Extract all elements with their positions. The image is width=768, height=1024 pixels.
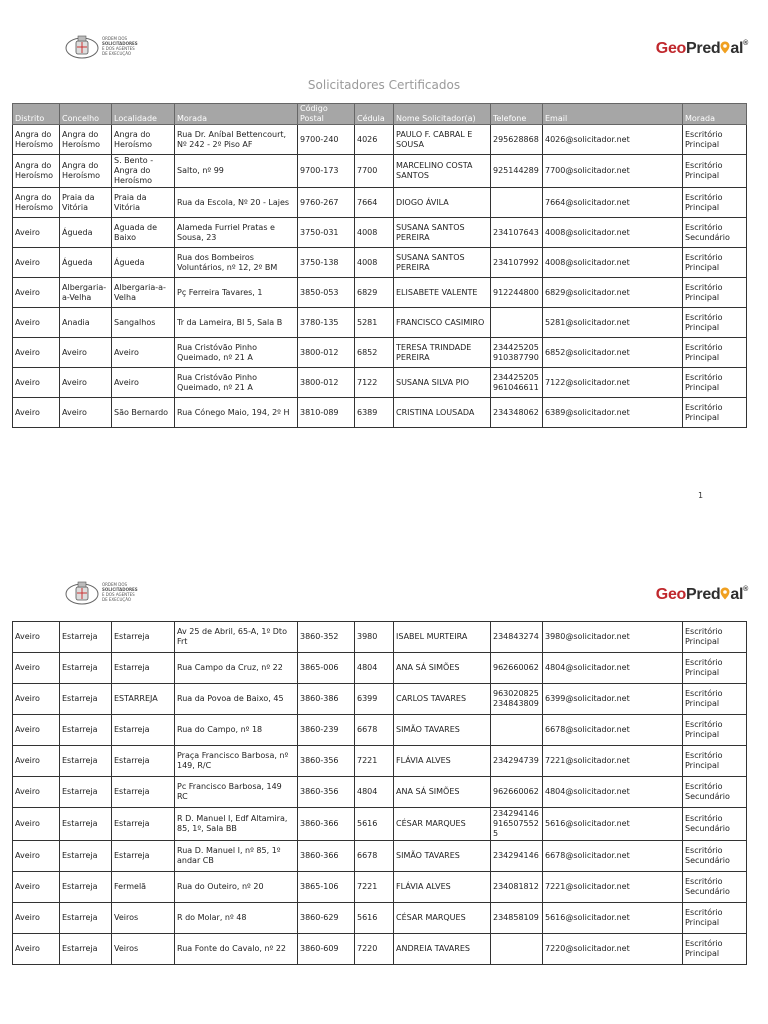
table-cell: 3860-609 — [298, 934, 355, 965]
table-cell: 3860-352 — [298, 622, 355, 653]
table-cell: 234107992 — [491, 248, 543, 278]
solicitors-table-page-2 — [12, 621, 747, 965]
table-cell: Aveiro — [13, 368, 60, 398]
table-cell: 7221@solicitador.net — [543, 872, 683, 903]
table-cell: 234081812 — [491, 872, 543, 903]
table-cell: 7221@solicitador.net — [543, 746, 683, 777]
table-cell: Aveiro — [13, 903, 60, 934]
table-cell: Rua da Povoa de Baixo, 45 — [175, 684, 298, 715]
table-cell: MARCELINO COSTA SANTOS — [394, 155, 491, 188]
table-cell: 6678@solicitador.net — [543, 715, 683, 746]
table-cell: Aveiro — [13, 622, 60, 653]
table-cell: R D. Manuel I, Edf Altamira, 85, 1º, Sala BB — [175, 808, 298, 841]
column-header: Concelho — [60, 104, 112, 125]
page-title: Solicitadores Certificados — [307, 78, 461, 92]
table-cell: Rua do Outeiro, nº 20 — [175, 872, 298, 903]
table-cell: Rua Cónego Maio, 194, 2º H — [175, 398, 298, 428]
table-cell: Escritório Secundário — [683, 841, 747, 872]
table-cell: Escritório Principal — [683, 684, 747, 715]
column-header: Localidade — [112, 104, 175, 125]
column-header: Distrito — [13, 104, 60, 125]
table-cell: Estarreja — [112, 746, 175, 777]
table-row — [13, 308, 747, 338]
table-cell: Praça Francisco Barbosa, nº 149, R/C — [175, 746, 298, 777]
table-cell: 5616 — [355, 808, 394, 841]
table-cell: Estarreja — [60, 934, 112, 965]
table-row — [13, 338, 747, 368]
geopredial-logo: GeoPred al® — [655, 586, 748, 603]
table-cell: 234858109 — [491, 903, 543, 934]
table-cell: ELISABETE VALENTE — [394, 278, 491, 308]
table-cell: 7122@solicitador.net — [543, 368, 683, 398]
table-row — [13, 653, 747, 684]
table-row — [13, 218, 747, 248]
table-row — [13, 155, 747, 188]
table-cell: ANA SÁ SIMÕES — [394, 653, 491, 684]
table-cell: Escritório Principal — [683, 903, 747, 934]
table-cell: 3860-366 — [298, 808, 355, 841]
table-cell: Estarreja — [112, 653, 175, 684]
table-cell: ESTARREJA — [112, 684, 175, 715]
table-cell: Estarreja — [60, 872, 112, 903]
table-cell: 5616@solicitador.net — [543, 808, 683, 841]
table-cell: 4026@solicitador.net — [543, 125, 683, 155]
table-cell: Aveiro — [13, 808, 60, 841]
table-cell: FRANCISCO CASIMIRO — [394, 308, 491, 338]
table-cell: 7664@solicitador.net — [543, 188, 683, 218]
table-cell: Estarreja — [60, 841, 112, 872]
table-cell: 6678 — [355, 715, 394, 746]
table-cell: 3860-356 — [298, 777, 355, 808]
table-cell: Angra do Heroísmo — [13, 188, 60, 218]
table-cell: Fermelã — [112, 872, 175, 903]
table-cell: Estarreja — [60, 684, 112, 715]
table-cell: 6389@solicitador.net — [543, 398, 683, 428]
table-cell: Aveiro — [13, 684, 60, 715]
table-cell: 3850-053 — [298, 278, 355, 308]
table-cell: Aveiro — [13, 746, 60, 777]
table-cell: 7122 — [355, 368, 394, 398]
page-number: 1 — [698, 491, 704, 500]
table-cell: 4008 — [355, 248, 394, 278]
table-row — [13, 872, 747, 903]
table-cell: Angra do Heroísmo — [112, 125, 175, 155]
table-cell: 3980@solicitador.net — [543, 622, 683, 653]
table-cell — [491, 715, 543, 746]
table-cell: 9700-173 — [298, 155, 355, 188]
table-cell: DIOGO ÁVILA — [394, 188, 491, 218]
column-header: Email — [543, 104, 683, 125]
table-cell: Aveiro — [13, 278, 60, 308]
table-cell: ANDREIA TAVARES — [394, 934, 491, 965]
table-cell: Escritório Principal — [683, 155, 747, 188]
table-cell: Rua Cristóvão Pinho Queimado, nº 21 A — [175, 338, 298, 368]
table-cell: Estarreja — [60, 653, 112, 684]
table-cell: Angra do Heroísmo — [13, 155, 60, 188]
table-cell — [491, 188, 543, 218]
page-header — [0, 574, 768, 614]
table-cell: Aveiro — [13, 248, 60, 278]
table-cell: Escritório Principal — [683, 653, 747, 684]
table-cell: 6399 — [355, 684, 394, 715]
table-cell: 3750-138 — [298, 248, 355, 278]
table-cell — [491, 308, 543, 338]
table-cell: 3980 — [355, 622, 394, 653]
table-cell: Águeda — [60, 218, 112, 248]
table-cell: Aveiro — [13, 872, 60, 903]
table-cell: Rua do Campo, nº 18 — [175, 715, 298, 746]
table-cell: 6829@solicitador.net — [543, 278, 683, 308]
column-header: Código Postal — [298, 104, 355, 125]
solicitors-table-page-1 — [12, 103, 747, 428]
location-pin-icon — [720, 587, 730, 600]
table-cell: 7664 — [355, 188, 394, 218]
table-cell: Escritório Secundário — [683, 872, 747, 903]
table-cell: Escritório Principal — [683, 715, 747, 746]
table-cell: Aveiro — [13, 398, 60, 428]
table-cell: Escritório Principal — [683, 338, 747, 368]
table-cell: Escritório Principal — [683, 934, 747, 965]
table-cell: 7700 — [355, 155, 394, 188]
table-row — [13, 125, 747, 155]
table-cell: Veiros — [112, 934, 175, 965]
table-cell: Rua Fonte do Cavalo, nº 22 — [175, 934, 298, 965]
table-cell: 3780-135 — [298, 308, 355, 338]
table-cell: 3800-012 — [298, 368, 355, 398]
table-cell: 5281@solicitador.net — [543, 308, 683, 338]
table-cell: Praia da Vitória — [60, 188, 112, 218]
table-cell: 9700-240 — [298, 125, 355, 155]
table-cell: Veiros — [112, 903, 175, 934]
table-cell — [491, 934, 543, 965]
table-body — [13, 622, 747, 965]
table-cell: São Bernardo — [112, 398, 175, 428]
table-cell: Estarreja — [112, 777, 175, 808]
table-cell: 4804 — [355, 653, 394, 684]
table-cell: 3860-239 — [298, 715, 355, 746]
table-cell: Escritório Principal — [683, 622, 747, 653]
table-cell: 925144289 — [491, 155, 543, 188]
table-cell: 234425205 961046611 — [491, 368, 543, 398]
table-cell: 912244800 — [491, 278, 543, 308]
table-cell: Escritório Principal — [683, 308, 747, 338]
table-cell: 7221 — [355, 872, 394, 903]
table-cell: Aveiro — [13, 715, 60, 746]
table-row — [13, 715, 747, 746]
table-cell: 6678@solicitador.net — [543, 841, 683, 872]
table-cell: 234294146 — [491, 841, 543, 872]
table-row — [13, 746, 747, 777]
table-cell: Escritório Principal — [683, 248, 747, 278]
table-cell: Escritório Secundário — [683, 218, 747, 248]
table-cell: Rua Campo da Cruz, nº 22 — [175, 653, 298, 684]
table-cell: 3865-006 — [298, 653, 355, 684]
table-cell: Salto, nº 99 — [175, 155, 298, 188]
table-cell: Aveiro — [60, 398, 112, 428]
table-cell: 3810-089 — [298, 398, 355, 428]
order-name: ORDEM DOS SOLICITADORES E DOS AGENTES DE EXECUÇÃO — [102, 36, 138, 56]
table-cell: Alameda Furriel Pratas e Sousa, 23 — [175, 218, 298, 248]
table-cell: R do Molar, nº 48 — [175, 903, 298, 934]
table-cell: Estarreja — [112, 622, 175, 653]
table-cell: 962660062 — [491, 777, 543, 808]
table-row — [13, 777, 747, 808]
table-cell: 4804@solicitador.net — [543, 653, 683, 684]
table-cell: 295628868 — [491, 125, 543, 155]
table-cell: Angra do Heroísmo — [60, 125, 112, 155]
table-cell: Av 25 de Abril, 65-A, 1º Dto Frt — [175, 622, 298, 653]
table-cell: FLÁVIA ALVES — [394, 872, 491, 903]
table-cell: Estarreja — [60, 746, 112, 777]
table-cell: Aveiro — [13, 841, 60, 872]
table-cell: 234294146 916507552 5 — [491, 808, 543, 841]
table-cell: 9760-267 — [298, 188, 355, 218]
table-cell: 6829 — [355, 278, 394, 308]
table-cell: Rua Cristóvão Pinho Queimado, nº 21 A — [175, 368, 298, 398]
order-name: ORDEM DOS SOLICITADORES E DOS AGENTES DE EXECUÇÃO — [102, 582, 138, 602]
table-cell: PAULO F. CABRAL E SOUSA — [394, 125, 491, 155]
table-cell: ANA SÁ SIMÕES — [394, 777, 491, 808]
table-row — [13, 622, 747, 653]
table-cell: Escritório Principal — [683, 746, 747, 777]
table-cell: Anadia — [60, 308, 112, 338]
table-row — [13, 248, 747, 278]
table-cell: Águeda — [112, 248, 175, 278]
table-cell: Aveiro — [112, 368, 175, 398]
table-row — [13, 398, 747, 428]
table-cell: S. Bento - Angra do Heroísmo — [112, 155, 175, 188]
table-cell: Albergaria-a-Velha — [112, 278, 175, 308]
table-cell: 4008@solicitador.net — [543, 248, 683, 278]
table-header-row — [13, 104, 747, 125]
table-body — [13, 125, 747, 428]
table-cell: Pç Ferreira Tavares, 1 — [175, 278, 298, 308]
table-cell: Escritório Principal — [683, 368, 747, 398]
table-row — [13, 934, 747, 965]
table-cell: Estarreja — [60, 622, 112, 653]
table-cell: Rua da Escola, Nº 20 - Lajes — [175, 188, 298, 218]
table-cell: Pc Francisco Barbosa, 149 RC — [175, 777, 298, 808]
table-cell: SUSANA SILVA PIO — [394, 368, 491, 398]
table-cell: 6389 — [355, 398, 394, 428]
table-cell: Escritório Principal — [683, 398, 747, 428]
table-cell: 7220 — [355, 934, 394, 965]
table-cell: Aveiro — [60, 368, 112, 398]
table-cell: 3860-629 — [298, 903, 355, 934]
table-cell: Angra do Heroísmo — [13, 125, 60, 155]
table-cell: 234348062 — [491, 398, 543, 428]
table-cell: 3860-356 — [298, 746, 355, 777]
page-header — [0, 28, 768, 68]
table-cell: 4804 — [355, 777, 394, 808]
table-cell: Angra do Heroísmo — [60, 155, 112, 188]
table-cell: Aguada de Baixo — [112, 218, 175, 248]
table-cell: FLÁVIA ALVES — [394, 746, 491, 777]
table-cell: Estarreja — [112, 808, 175, 841]
table-cell: Estarreja — [60, 715, 112, 746]
table-cell: ISABEL MURTEIRA — [394, 622, 491, 653]
table-cell: SIMÃO TAVARES — [394, 841, 491, 872]
table-cell: Estarreja — [112, 715, 175, 746]
table-cell: Albergaria-a-Velha — [60, 278, 112, 308]
table-cell: Aveiro — [13, 777, 60, 808]
table-cell: Sangalhos — [112, 308, 175, 338]
table-cell: Estarreja — [60, 903, 112, 934]
table-cell: 6399@solicitador.net — [543, 684, 683, 715]
table-cell: 3860-386 — [298, 684, 355, 715]
table-cell: 6852@solicitador.net — [543, 338, 683, 368]
table-cell: 3800-012 — [298, 338, 355, 368]
column-header: Nome Solicitador(a) — [394, 104, 491, 125]
table-cell: CARLOS TAVARES — [394, 684, 491, 715]
column-header: Morada — [683, 104, 747, 125]
table-cell: 234294739 — [491, 746, 543, 777]
table-cell: Escritório Principal — [683, 125, 747, 155]
table-cell: 962660062 — [491, 653, 543, 684]
table-cell: Rua dos Bombeiros Voluntários, nº 12, 2º BM — [175, 248, 298, 278]
table-cell: Aveiro — [13, 218, 60, 248]
table-cell: 5616 — [355, 903, 394, 934]
table-cell: Estarreja — [112, 841, 175, 872]
table-cell: 4008@solicitador.net — [543, 218, 683, 248]
order-crest-icon — [64, 580, 100, 606]
table-row — [13, 188, 747, 218]
table-cell: 4804@solicitador.net — [543, 777, 683, 808]
table-cell: Aveiro — [60, 338, 112, 368]
column-header: Telefone — [491, 104, 543, 125]
table-cell: 4026 — [355, 125, 394, 155]
table-cell: SIMÃO TAVARES — [394, 715, 491, 746]
table-cell: Rua Dr. Aníbal Bettencourt, Nº 242 - 2º Piso AF — [175, 125, 298, 155]
geopredial-logo: GeoPred al® — [655, 40, 748, 57]
table-cell: Aveiro — [13, 308, 60, 338]
table-cell: TERESA TRINDADE PEREIRA — [394, 338, 491, 368]
table-cell: Aveiro — [13, 934, 60, 965]
table-cell: Escritório Principal — [683, 278, 747, 308]
table-cell: 234107643 — [491, 218, 543, 248]
table-cell: CÉSAR MARQUES — [394, 903, 491, 934]
table-cell: 963020825 234843809 — [491, 684, 543, 715]
table-cell: 6852 — [355, 338, 394, 368]
table-cell: Aveiro — [13, 338, 60, 368]
table-row — [13, 278, 747, 308]
table-cell: 4008 — [355, 218, 394, 248]
table-row — [13, 808, 747, 841]
table-cell: 3860-366 — [298, 841, 355, 872]
table-cell: Escritório Principal — [683, 188, 747, 218]
table-cell: Estarreja — [60, 777, 112, 808]
table-row — [13, 684, 747, 715]
table-cell: 3750-031 — [298, 218, 355, 248]
table-cell: Escritório Secundário — [683, 777, 747, 808]
table-cell: Águeda — [60, 248, 112, 278]
table-cell: Tr da Lameira, Bl 5, Sala B — [175, 308, 298, 338]
table-cell: 3865-106 — [298, 872, 355, 903]
table-cell: 5281 — [355, 308, 394, 338]
table-row — [13, 368, 747, 398]
column-header: Cédula — [355, 104, 394, 125]
table-cell: 7220@solicitador.net — [543, 934, 683, 965]
table-cell: Aveiro — [112, 338, 175, 368]
table-cell: SUSANA SANTOS PEREIRA — [394, 248, 491, 278]
table-cell: Aveiro — [13, 653, 60, 684]
table-cell: Estarreja — [60, 808, 112, 841]
table-row — [13, 841, 747, 872]
location-pin-icon — [720, 41, 730, 54]
table-cell: Escritório Secundário — [683, 808, 747, 841]
table-cell: 7700@solicitador.net — [543, 155, 683, 188]
table-cell: Praia da Vitória — [112, 188, 175, 218]
table-row — [13, 903, 747, 934]
table-cell: CÉSAR MARQUES — [394, 808, 491, 841]
table-cell: 7221 — [355, 746, 394, 777]
table-cell: 234425205 910387790 — [491, 338, 543, 368]
table-cell: Rua D. Manuel I, nº 85, 1º andar CB — [175, 841, 298, 872]
column-header: Morada — [175, 104, 298, 125]
table-cell: 6678 — [355, 841, 394, 872]
order-crest-icon — [64, 34, 100, 60]
table-cell: SUSANA SANTOS PEREIRA — [394, 218, 491, 248]
table-cell: CRISTINA LOUSADA — [394, 398, 491, 428]
table-cell: 5616@solicitador.net — [543, 903, 683, 934]
table-cell: 234843274 — [491, 622, 543, 653]
